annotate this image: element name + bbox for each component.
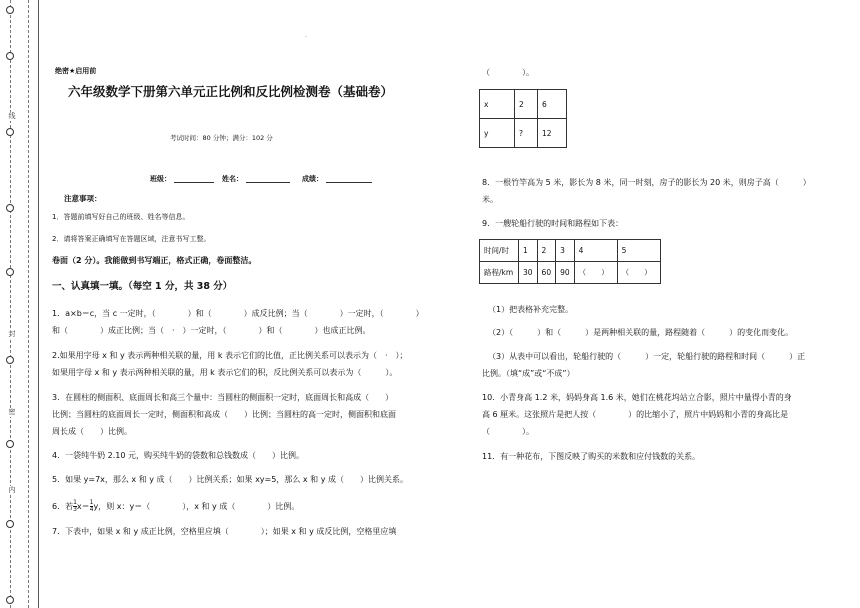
binding-hole-icon <box>6 128 14 136</box>
note-item: 1．答题前填写好自己的班级、姓名等信息。 <box>52 213 190 221</box>
table-cell: y <box>480 119 515 148</box>
binding-hole-icon <box>6 52 14 60</box>
notes-heading: 注意事项： <box>64 194 102 203</box>
question-line: 1．a×b＝c，当 c 一定时，（ ）和（ ）成反比例；当（ ）一定时，（ ） <box>52 309 424 318</box>
q6-mid: x＝ <box>76 502 90 511</box>
binding-hole-icon <box>6 204 14 212</box>
scan-dot: · <box>305 34 307 41</box>
question-line: 高 6 厘米。这张照片是把人按（ ）的比缩小了，照片中妈妈和小青的身高比是 <box>482 410 789 419</box>
binding-hole-icon <box>6 596 14 604</box>
table-cell: 6 <box>538 90 567 119</box>
q6-rest: y，则 x：y＝（ ），x 和 y 成（ ）比例。 <box>93 502 300 511</box>
table-cell: 2 <box>537 240 556 262</box>
question-line: 米。 <box>482 195 498 204</box>
table-q9 <box>479 239 661 284</box>
name-label: 姓名： <box>222 175 243 183</box>
section-heading: 一、认真填一填。（每空 1 分，共 38 分） <box>52 281 233 292</box>
question-line: 和（ ）成正比例；当（ · ）一定时，（ ）和（ ）也成正比例。 <box>52 326 371 335</box>
question-line: （1）把表格补充完整。 <box>488 305 574 314</box>
gutter-char: 密 <box>6 408 18 417</box>
binding-gutter <box>0 0 44 608</box>
question-line: 5．如果 y=7x，那么 x 和 y 成（ ）比例关系；如果 xy=5，那么 x 和 y 成（ ）比例关系。 <box>52 475 408 484</box>
margin-line <box>38 0 39 608</box>
page-title: 六年级数学下册第六单元正比例和反比例检测卷（基础卷） <box>68 84 394 99</box>
table-cell: x <box>480 90 515 119</box>
table-cell: 2 <box>515 90 538 119</box>
question-line: 2.如果用字母 x 和 y 表示两种相关联的量，用 k 表示它们的比值，正比例关系可以表示为（ · ）； <box>52 351 408 360</box>
question-line: （ ）。 <box>482 427 534 436</box>
note-item: 2．请将答案正确填写在答题区域，注意书写工整。 <box>52 235 211 243</box>
question-line: 3．在圆柱的侧面积、底面周长和高三个量中：当圆柱的侧面积一定时，底面周长和高成（ ） <box>52 393 394 402</box>
binding-hole-icon <box>6 440 14 448</box>
binding-hole-icon <box>6 520 14 528</box>
table-cell: 12 <box>538 119 567 148</box>
table-cell: （ ） <box>617 262 660 284</box>
name-field[interactable] <box>246 182 290 183</box>
table-cell: 3 <box>556 240 575 262</box>
question-line: （3）从表中可以看出，轮船行驶的（ ）一定，轮船行驶的路程和时间（ ）正 <box>488 352 806 361</box>
exam-info: 考试时间：80 分钟；满分：102 分 <box>170 134 273 142</box>
gutter-char: 内 <box>6 486 18 495</box>
table-cell: 路程/km <box>480 262 519 284</box>
question-line: 如果用字母 x 和 y 表示两种相关联的量，用 k 表示它们的积，反比例关系可以表示为（ ）。 <box>52 368 398 377</box>
fraction: $\frac{1}{3}$ <box>73 499 77 513</box>
question-line: 比例。（填“成”或“不成”） <box>482 369 575 378</box>
binding-hole-icon <box>6 268 14 276</box>
question-line: 9．一艘轮船行驶的时间和路程如下表： <box>482 219 624 228</box>
cut-line-inner <box>28 0 29 608</box>
q6-prefix: 6．若 <box>52 502 74 511</box>
question-line: 11．有一种花布，下图反映了购买的米数和应付钱数的关系。 <box>482 452 701 461</box>
class-label: 班级： <box>150 175 171 183</box>
question-line: 8．一根竹竿高为 5 米，影长为 8 米，同一时刻，房子的影长为 20 米，则房子高（ ） <box>482 178 811 187</box>
gutter-char: 线 <box>6 112 18 121</box>
question-line: 10．小青身高 1.2 米，妈妈身高 1.6 米，她们在桃花坞站立合影，照片中量得小青的身 <box>482 393 792 402</box>
fraction: $\frac{1}{4}$ <box>89 499 94 513</box>
class-field[interactable] <box>174 182 214 183</box>
secret-label: 绝密★启用前 <box>55 67 97 75</box>
question-line: 周长成（ ）比例。 <box>52 427 132 436</box>
table-q7 <box>479 89 567 148</box>
table-cell: 30 <box>519 262 538 284</box>
table-cell: 5 <box>617 240 660 262</box>
binding-hole-icon <box>6 6 14 14</box>
cut-line-outer <box>10 0 11 608</box>
question-line: （2）（ ）和（ ）是两种相关联的量，路程随着（ ）的变化而变化。 <box>488 328 794 337</box>
score-label: 成绩： <box>302 175 323 183</box>
table-cell: 90 <box>556 262 575 284</box>
score-field[interactable] <box>326 182 372 183</box>
table-cell: 1 <box>519 240 538 262</box>
table-cell: 60 <box>537 262 556 284</box>
table-cell: 4 <box>574 240 617 262</box>
q7-tail: （ ）。 <box>482 68 534 77</box>
question-line: 比例；当圆柱的底面周长一定时，侧面积和高成（ ）比例；当圆柱的高一定时，侧面积和底面 <box>52 410 396 419</box>
question-6 <box>52 500 299 514</box>
table-cell: （ ） <box>574 262 617 284</box>
table-cell: ? <box>515 119 538 148</box>
question-line: 7．下表中，如果 x 和 y 成正比例，空格里应填（ ）；如果 x 和 y 成反比例，空格里应填 <box>52 527 397 536</box>
gutter-char: 封 <box>6 330 18 339</box>
table-cell: 时间/时 <box>480 240 519 262</box>
question-line: 4．一袋纯牛奶 2.10 元，购买纯牛奶的袋数和总钱数成（ ）比例。 <box>52 451 304 460</box>
neatness-note: 卷面（2 分）。我能做到书写端正，格式正确，卷面整洁。 <box>52 256 257 265</box>
binding-hole-icon <box>6 356 14 364</box>
